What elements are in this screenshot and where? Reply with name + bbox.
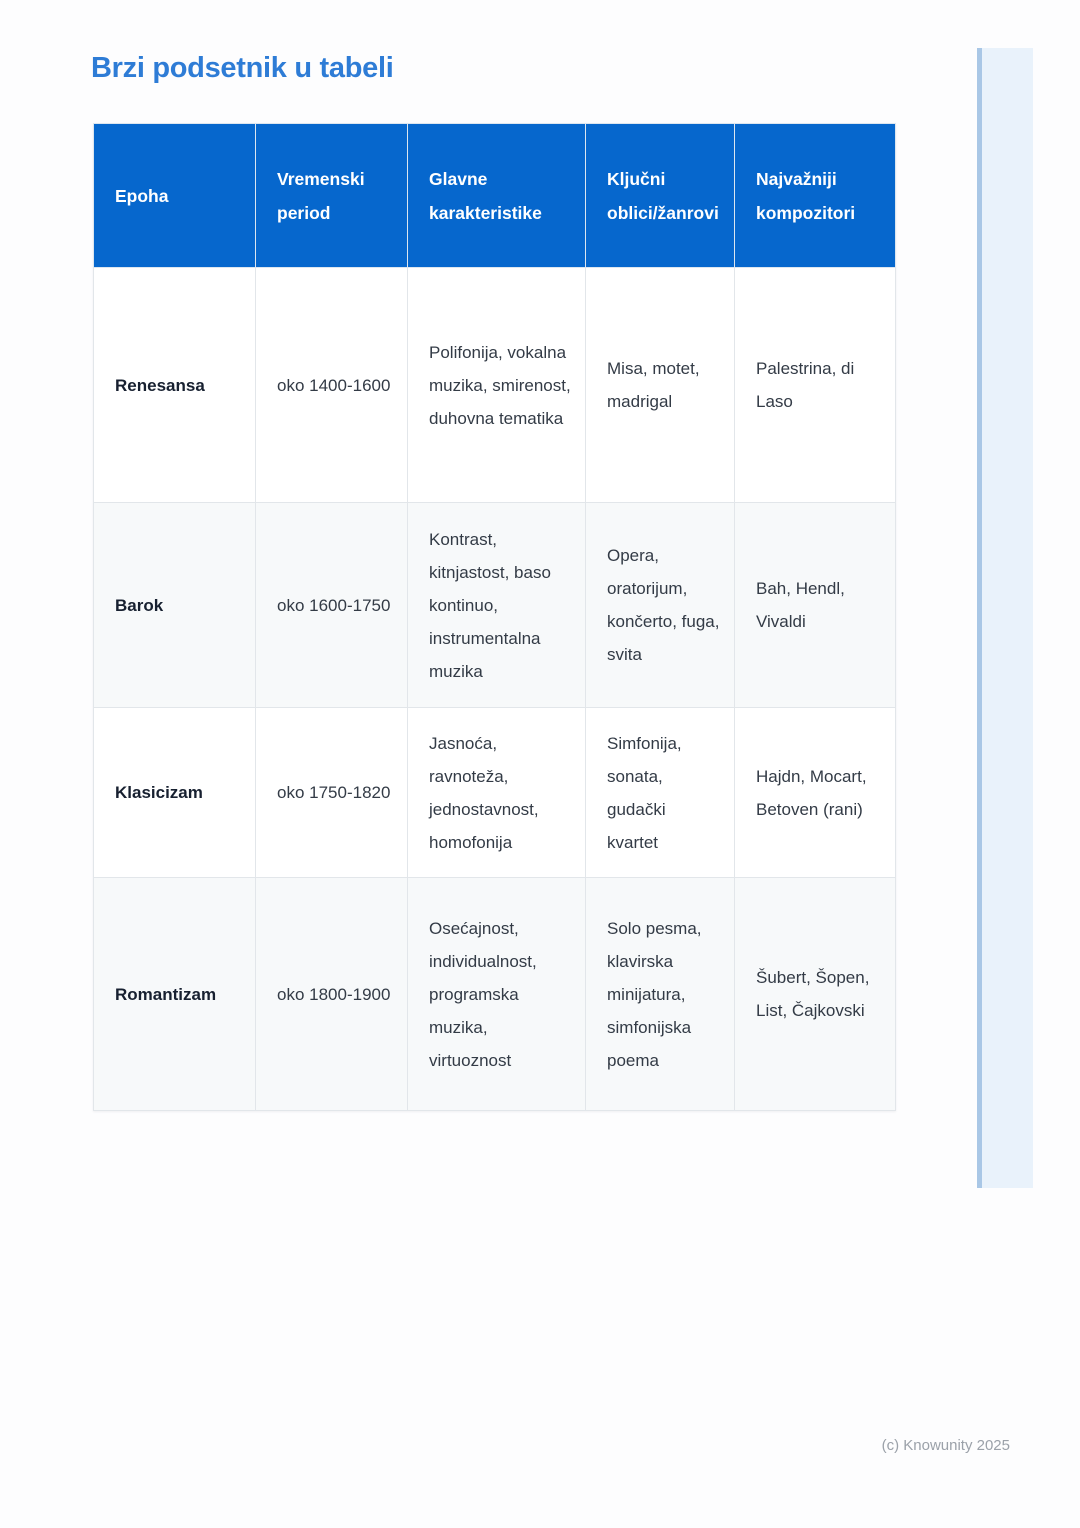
table-row-barok	[94, 503, 896, 708]
table-row-klasicizam	[94, 708, 896, 878]
cell-epoch-name: Klasicizam	[94, 708, 256, 878]
right-edge-decoration	[977, 48, 1033, 1188]
cell-composers: Šubert, Šopen, List, Čajkovski	[735, 878, 896, 1111]
cell-forms-genres: Solo pesma, klavirska minijatura, simfonijska poema	[586, 878, 735, 1111]
cell-forms-genres: Opera, oratorijum, končerto, fuga, svita	[586, 503, 735, 708]
cell-composers: Palestrina, di Laso	[735, 268, 896, 503]
cell-composers: Hajdn, Mocart, Betoven (rani)	[735, 708, 896, 878]
column-header-epoha: Epoha	[94, 124, 256, 268]
cell-period: oko 1400-1600	[256, 268, 408, 503]
cell-characteristics: Jasnoća, ravnoteža, jednostavnost, homofonija	[408, 708, 586, 878]
cell-characteristics: Osećajnost, individualnost, programska muzika, virtuoznost	[408, 878, 586, 1111]
column-header-najvazniji-kompozitori: Najvažniji kompozitori	[735, 124, 896, 268]
table-row-renesansa	[94, 268, 896, 503]
cell-period: oko 1800-1900	[256, 878, 408, 1111]
cell-epoch-name: Barok	[94, 503, 256, 708]
music-epochs-table	[93, 123, 896, 1111]
cell-period: oko 1750-1820	[256, 708, 408, 878]
column-header-glavne-karakteristike: Glavne karakteristike	[408, 124, 586, 268]
cell-forms-genres: Simfonija, sonata, gudački kvartet	[586, 708, 735, 878]
column-header-vremenski-period: Vremenski period	[256, 124, 408, 268]
cell-characteristics: Kontrast, kitnjastost, baso kontinuo, instrumentalna muzika	[408, 503, 586, 708]
cell-characteristics: Polifonija, vokalna muzika, smirenost, duhovna tematika	[408, 268, 586, 503]
page-title: Brzi podsetnik u tabeli	[91, 52, 394, 84]
cell-composers: Bah, Hendl, Vivaldi	[735, 503, 896, 708]
footer-copyright: (c) Knowunity 2025	[881, 1437, 1010, 1454]
cell-forms-genres: Misa, motet, madrigal	[586, 268, 735, 503]
cell-period: oko 1600-1750	[256, 503, 408, 708]
column-header-kljucni-oblici: Ključni oblici/žanrovi	[586, 124, 735, 268]
table-row-romantizam	[94, 878, 896, 1111]
cell-epoch-name: Romantizam	[94, 878, 256, 1111]
cell-epoch-name: Renesansa	[94, 268, 256, 503]
table-header-row	[94, 124, 896, 268]
